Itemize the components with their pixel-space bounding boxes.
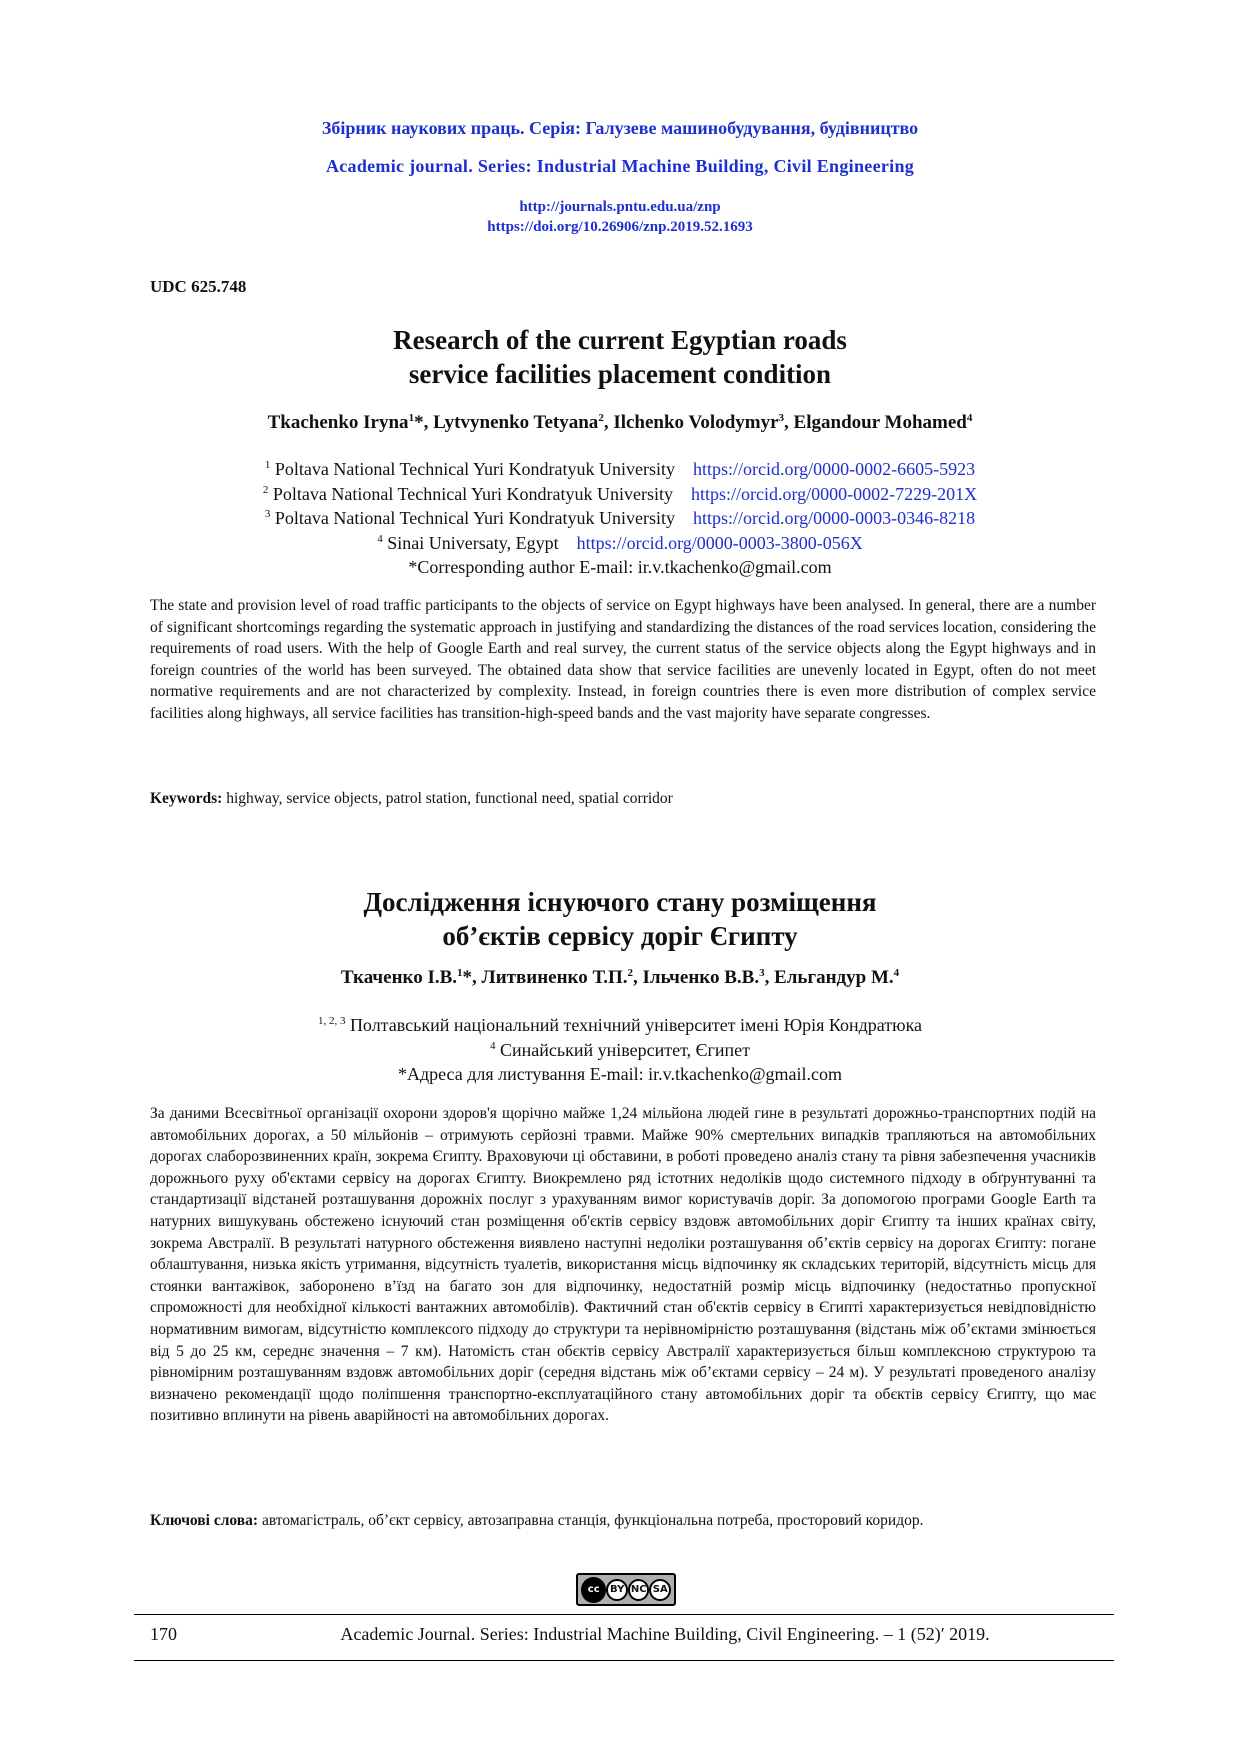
abstract-en: The state and provision level of road traffic participants to the objects of service on Egypt highways have been analysed. In general, there are a number of significant shortcomings regarding the systematic approach in justifying and standardizing the distances of the road services location, considering the requirements of road users. With the help of Google Earth and real survey, the current status of the service objects along the Egypt highways and in foreign countries of the world has been surveyed. The obtained data show that service facilities are unevenly located in Egypt, often do not meet normative requirements and are not characterized by complexity. Instead, in foreign countries there is even more distribution of complex service facilities along highways, all service facilities has transition-high-speed bands and the vast majority have separate congresses. — [150, 597, 1096, 722]
affiliation-sup: 4 — [490, 1039, 496, 1052]
author-sup: 1 — [408, 412, 415, 424]
author-name: Tkachenko Iryna — [267, 412, 409, 433]
cc-icon: cc — [581, 1577, 606, 1603]
author-sep: , — [603, 412, 614, 433]
keywords-label: Keywords: — [150, 790, 223, 807]
affiliation-org: Poltava National Technical Yuri Kondratyuk University — [274, 508, 675, 528]
keywords-en — [150, 788, 1096, 810]
by-icon: BY — [606, 1579, 628, 1601]
abstract-uk: За даними Всесвітньої організації охорони здоров'я щорічно майже 1,24 мільйона людей гине в результаті дорожньо-транспортних подій на автомобільних дорогах, а 50 мільйонів – отримують серйозні травми. Майже 90% смертельних випадків трапляються на автомобільних дорогах слаборозвиненних країн, зокрема Єгипту. Враховуючи ці обставини, в роботі проведено аналіз стану та рівня забезпечення учасників дорожнього руху об'єктами сервісу на дорогах Єгипту. Виокремлено ряд істотних недоліків щодо системного підходу в обґрунтуванні та стандартизації відстаней розташування дорожніх послуг з урахуванням вимог користувачів доріг. За допомогою програми Google Earth та натурних вишукувань обстежено існуючий стан розміщення об'єктів сервісу вздовж автомобільних доріг Єгипту та інших країнах світу, зокрема Австралії. В результаті натурного обстеження виявлено наступні недоліки розташування об’єктів сервісу на дорогах Єгипту: погане облаштування, низька якість утримання, відсутність туалетів, використання місць відпочинку як складських територій, відсутність місць для стоянки вантажівок, заборонено в’їзд на багато зон для відпочинку, недостатній розмір місць відпочинку (недостатньо пропускної спроможності для необхідної кількості вантажних автомобілів). Фактичний стан об'єктів сервісу в Єгипті характеризується невідповідністю нормативним вимогам, відсутністю комплексого підходу до структури та нерівномірністю розташування (відстань між об’єктами змінюється від 5 до 25 км, середнє значення – 7 км). Натомість стан обєктів сервісу Австралії характеризується більш комплексною структурою та рівномірним розташуванням вздовж автомобільних доріг (середня відстань між об’єктами сервісу – 24 м). У результаті проведеного аналізу визначено рекомендації щодо поліпшення транспортно-експлуатаційного стану автомобільних доріг та обєктів сервісу Єгипту, що має позитивно вплинути на рівень аварійності на автомобільних дорогах. — [150, 1105, 1096, 1425]
title-uk — [0, 885, 1240, 953]
journal-url-link[interactable]: http://journals.pntu.edu.ua/znp — [519, 199, 721, 215]
journal-title-en: Academic journal. Series: Industrial Machine Building, Civil Engineering — [325, 156, 915, 176]
author-sep: , — [784, 412, 794, 433]
affiliation-sup: 4 — [377, 532, 383, 545]
sa-icon: SA — [649, 1579, 671, 1601]
journal-title-uk: Збірник наукових праць. Серія: Галузеве машинобудування, будівництво — [321, 118, 919, 138]
affiliation-org: Полтавський національний технічний університет імені Юрія Кондратюка — [349, 1015, 923, 1035]
page-number: 170 — [150, 1624, 177, 1644]
affiliation-org: Poltava National Technical Yuri Kondratyuk University — [272, 483, 673, 504]
title-en-line-1: Research of the current Egyptian roads — [393, 325, 847, 355]
author-name: Ткаченко І.В. — [340, 967, 458, 988]
affiliation-org: Синайський університет, Єгипет — [500, 1039, 750, 1060]
journal-links — [0, 197, 1240, 237]
affiliation-org: Poltava National Technical Yuri Kondratyuk University — [274, 459, 675, 479]
affiliation-line — [0, 1013, 1240, 1038]
affiliation-sup: 1 — [264, 459, 271, 471]
author-sup: 1 — [457, 967, 463, 979]
orcid-link[interactable]: https://orcid.org/0000-0003-3800-056X — [576, 532, 863, 553]
author-sup: 2 — [627, 967, 634, 979]
author-sep: , — [633, 967, 643, 988]
affiliation-line — [0, 531, 1240, 556]
author-name: Lytvynenko Tetyana — [433, 412, 599, 433]
cc-by-nc-sa-icon[interactable] — [576, 1573, 676, 1606]
keywords-label: Ключові слова: — [150, 1512, 259, 1529]
author-name: Литвиненко Т.П. — [481, 967, 628, 988]
author-sep: *, — [414, 412, 434, 433]
authors-en — [0, 412, 1240, 434]
author-sup: 4 — [966, 412, 973, 424]
affiliation-sup: 1, 2, 3 — [317, 1015, 346, 1027]
author-sup: 3 — [759, 967, 765, 979]
doi-link[interactable]: https://doi.org/10.26906/znp.2019.52.1693 — [487, 219, 753, 235]
corresponding-author-en: *Corresponding author E-mail: ir.v.tkachenko@gmail.com — [408, 557, 832, 577]
affiliations-en — [0, 457, 1240, 580]
author-sup: 3 — [778, 412, 785, 424]
corresponding-author-uk: *Адреса для листування E-mail: ir.v.tkachenko@gmail.com — [397, 1064, 843, 1084]
nc-icon: NC — [628, 1579, 650, 1601]
affiliation-line — [0, 482, 1240, 507]
affiliation-line — [0, 457, 1240, 482]
title-uk-line-1: Дослідження існуючого стану розміщення — [363, 887, 877, 917]
title-uk-line-2: об’єктів сервісу доріг Єгипту — [442, 921, 798, 951]
udc-code: UDC 625.748 — [150, 277, 247, 296]
footer-divider-bottom — [134, 1660, 1114, 1661]
affiliations-uk — [0, 1013, 1240, 1087]
keywords-uk — [150, 1510, 1096, 1532]
orcid-link[interactable]: https://orcid.org/0000-0003-0346-8218 — [693, 508, 976, 528]
affiliation-org: Sinai Universaty, Egypt — [387, 532, 559, 553]
author-sep: *, — [462, 967, 482, 988]
keywords-text: highway, service objects, patrol station, functional need, spatial corridor — [222, 790, 673, 807]
author-name: Ilchenko Volodymyr — [613, 412, 779, 433]
footer-journal-text: Academic Journal. Series: Industrial Machine Building, Civil Engineering. – 1 (52)′ 2019. — [340, 1624, 990, 1644]
title-en — [0, 323, 1240, 391]
author-sep: , — [764, 967, 775, 988]
orcid-link[interactable]: https://orcid.org/0000-0002-6605-5923 — [693, 459, 976, 479]
keywords-text: автомагістраль, об’єкт сервісу, автозаправна станція, функціональна потреба, просторовий коридор. — [258, 1512, 924, 1529]
title-en-line-2: service facilities placement condition — [408, 359, 832, 389]
author-name: Ільченко В.В. — [642, 967, 760, 988]
affiliation-sup: 2 — [262, 483, 269, 496]
affiliation-line — [0, 1038, 1240, 1063]
author-sup: 2 — [598, 412, 604, 424]
author-name: Elgandour Mohamed — [793, 412, 967, 433]
authors-uk — [0, 967, 1240, 989]
author-sup: 4 — [893, 967, 900, 979]
author-name: Ельгандур М. — [774, 967, 894, 988]
orcid-link[interactable]: https://orcid.org/0000-0002-7229-201X — [691, 483, 978, 504]
footer-divider-top — [134, 1614, 1114, 1615]
affiliation-line — [0, 506, 1240, 531]
affiliation-sup: 3 — [264, 508, 271, 520]
